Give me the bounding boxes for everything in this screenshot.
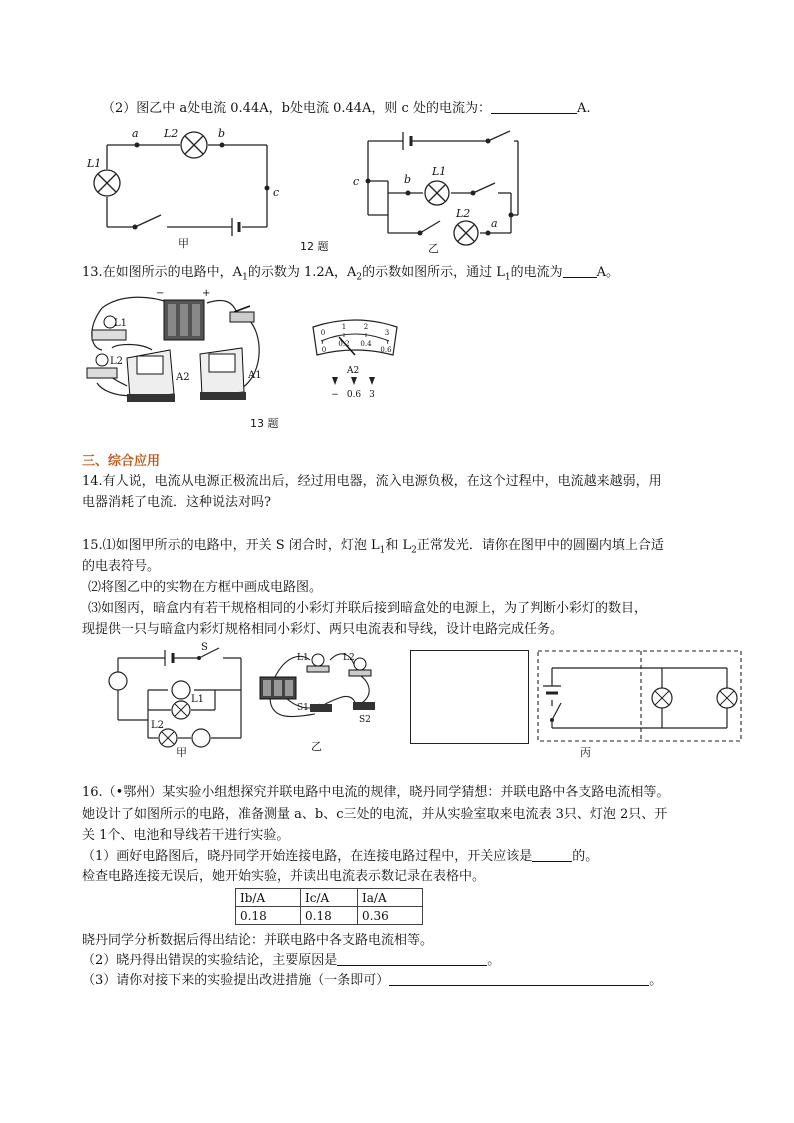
lamp-L2-icon [181, 132, 207, 158]
svg-text:0.4: 0.4 [360, 340, 372, 348]
battery-icon [403, 132, 411, 150]
q16-line4: （1）画好电路图后，晓丹同学开始连接电路，在连接电路过程中，开关应该是 的。 [82, 849, 599, 864]
q12-circuit-jia [82, 125, 282, 250]
lamp-L2-icon [454, 221, 478, 245]
q12-part2-text: （2）图乙中 a处电流 0.44A，b处电流 0.44A，则 c 处的电流为： [102, 101, 491, 116]
label-L2: L2 [110, 356, 124, 367]
svg-text:0.6: 0.6 [346, 390, 362, 400]
label-A1: A1 [248, 370, 262, 381]
label-a: a [132, 127, 139, 140]
switch-S2-icon [353, 702, 375, 710]
q13-photo-circuit [82, 288, 272, 408]
q13-text: 13.在如图所示的电路中，$A_1$的示数为 1.2A，$A_2$的示数如图所示，通过 $L_1$的电流为 A。 [82, 265, 620, 283]
meter-name: A2 [347, 366, 360, 376]
q12-part2-unit: A. [576, 101, 591, 116]
table-header: Ic/A [301, 889, 358, 907]
q15-jia-caption: 甲 [176, 746, 187, 759]
label-c: c [353, 175, 360, 188]
terminal-icons [332, 377, 375, 385]
q16-data-table [235, 888, 423, 925]
section3-title: 三、综合应用 [82, 454, 161, 469]
switch-icon [133, 215, 162, 230]
label-A2: A2 [176, 372, 190, 383]
q15-circuit-yi [255, 642, 385, 747]
q15-yi-caption: 乙 [311, 740, 322, 753]
label-b: b [404, 173, 412, 186]
q15-line3: ⑵将图乙中的实物在方框中画成电路图。 [88, 580, 323, 595]
table-row [236, 907, 423, 925]
q13-answer-blank[interactable] [563, 263, 597, 278]
svg-text:S2: S2 [359, 715, 371, 725]
q13-ammeter-dial [305, 315, 405, 405]
q13-text-d: 的电流为 [510, 265, 563, 280]
q13-text-c: 的示数如图所示，通过 L [362, 265, 505, 280]
label-L1: L1 [432, 165, 447, 178]
table-cell: 0.36 [358, 907, 423, 925]
q15-line2: 的电表符号。 [82, 559, 161, 574]
table-header: Ib/A [236, 889, 301, 907]
q16-line6: 晓丹同学分析数据后得出结论：并联电路中各支路电流相等。 [82, 933, 434, 948]
q15-circuit-bing [537, 650, 742, 742]
battery-icon [164, 300, 204, 340]
label-b: b [218, 127, 226, 140]
q16-answer-blank-3[interactable] [389, 971, 649, 986]
svg-text:L1: L1 [297, 653, 309, 663]
lamp-icon [717, 688, 737, 708]
svg-text:3: 3 [384, 329, 390, 337]
table-cell: 0.18 [236, 907, 301, 925]
battery-icon [165, 650, 173, 666]
label-plus: + [202, 288, 211, 299]
lamp-icon [652, 688, 672, 708]
svg-text:0.6: 0.6 [380, 346, 392, 354]
svg-text:0: 0 [320, 329, 326, 337]
meter-circle-3[interactable] [192, 729, 210, 747]
q13-text-a: 13.在如图所示的电路中，A [82, 265, 243, 280]
label-a: a [491, 217, 498, 230]
q15-line5: 现提供一只与暗盒内彩灯规格相同小彩灯、两只电流表和导线，设计电路完成任务。 [82, 622, 564, 637]
q16-answer-blank-2[interactable] [337, 951, 487, 966]
q13-text-e: A。 [596, 265, 620, 280]
table-cell: 0.18 [301, 907, 358, 925]
lamp-L2-icon [159, 729, 177, 747]
battery-icon [232, 218, 239, 236]
lamp-L1-icon [172, 701, 190, 719]
q13-text-b: 的示数为 1.2A，A [247, 265, 357, 280]
switch-S1-icon [310, 704, 332, 712]
svg-text:0.2: 0.2 [338, 340, 350, 348]
q15-answer-box[interactable] [410, 650, 529, 744]
q12-yi-caption: 乙 [428, 242, 439, 255]
svg-text:1: 1 [341, 323, 347, 331]
label-L2: L2 [164, 127, 179, 140]
q14-line1: 14.有人说，电流从电源正极流出后，经过用电器，流入电源负极，在这个过程中，电流越来越弱，用 [82, 474, 662, 489]
switch-icon [230, 306, 254, 322]
lamp-L1-icon [307, 654, 329, 672]
label-L2: L2 [456, 207, 471, 220]
svg-text:L1: L1 [191, 694, 205, 705]
q15-line1: 15.⑴如图甲所示的电路中，开关 S 闭合时，灯泡 $L_1$和 $L_2$正常发光．请你在图甲中的圆圈内填上合适 [82, 538, 664, 556]
lamp-L1-icon [94, 170, 120, 196]
q13-caption: 13 题 [250, 417, 279, 430]
switch-icon [418, 221, 441, 236]
q16-line3: 关 1个、电池和导线若干进行实验。 [82, 828, 290, 843]
label-c: c [273, 186, 280, 199]
q12-answer-blank[interactable] [491, 99, 577, 114]
battery-icon [543, 686, 561, 693]
meter-circle-1[interactable] [109, 672, 127, 690]
svg-text:L2: L2 [151, 720, 165, 731]
lamp-L1-icon [425, 181, 449, 205]
ammeter-A1-icon [200, 348, 246, 400]
switch-icon [471, 183, 496, 196]
svg-text:S: S [201, 642, 208, 653]
table-header: Ia/A [358, 889, 423, 907]
ammeter-A2-icon [127, 350, 175, 402]
svg-text:−: − [331, 390, 339, 400]
battery-icon [260, 677, 296, 699]
q15-circuit-jia [103, 640, 258, 760]
q16-line5: 检查电路连接无误后，她开始实验，并读出电流表示数记录在表格中。 [82, 869, 486, 884]
q12-circuit-yi [348, 123, 533, 253]
table-header-row [236, 889, 423, 907]
svg-text:S1: S1 [297, 703, 309, 713]
q16-line7: （2）晓丹得出错误的实验结论，主要原因是 。 [82, 953, 501, 968]
switch-icon [486, 131, 511, 144]
q14-line2: 电器消耗了电流．这种说法对吗? [82, 495, 271, 510]
q16-answer-blank-1[interactable] [532, 847, 572, 862]
svg-text:0: 0 [321, 346, 327, 354]
svg-text:L2: L2 [343, 653, 355, 663]
q12-part2 [102, 99, 590, 119]
q15-line4: ⑶如图丙，暗盒内有若干规格相同的小彩灯并联后接到暗盒处的电源上，为了判断小彩灯的数目， [88, 601, 648, 616]
label-L1: L1 [114, 318, 128, 329]
svg-text:3: 3 [369, 390, 375, 400]
q16-line1: 16.（•鄂州）某实验小组想探究并联电路中电流的规律，晓丹同学猜想：并联电路中各支路电流相等。 [82, 785, 670, 800]
svg-text:2: 2 [363, 323, 369, 331]
label-minus: − [156, 288, 165, 299]
q16-line2: 她设计了如图所示的电路，准备测量 a、b、c三处的电流，并从实验室取来电流表 3只、灯泡 2只、开 [82, 807, 668, 822]
label-L1: L1 [87, 157, 102, 170]
q12-jia-caption: 甲 [178, 237, 189, 250]
q12-number-caption: 12 题 [300, 240, 329, 253]
q16-line8: （3）请你对接下来的实验提出改进措施（一条即可） 。 [82, 973, 663, 988]
meter-circle-2[interactable] [172, 681, 190, 699]
q15-bing-caption: 丙 [580, 746, 591, 759]
